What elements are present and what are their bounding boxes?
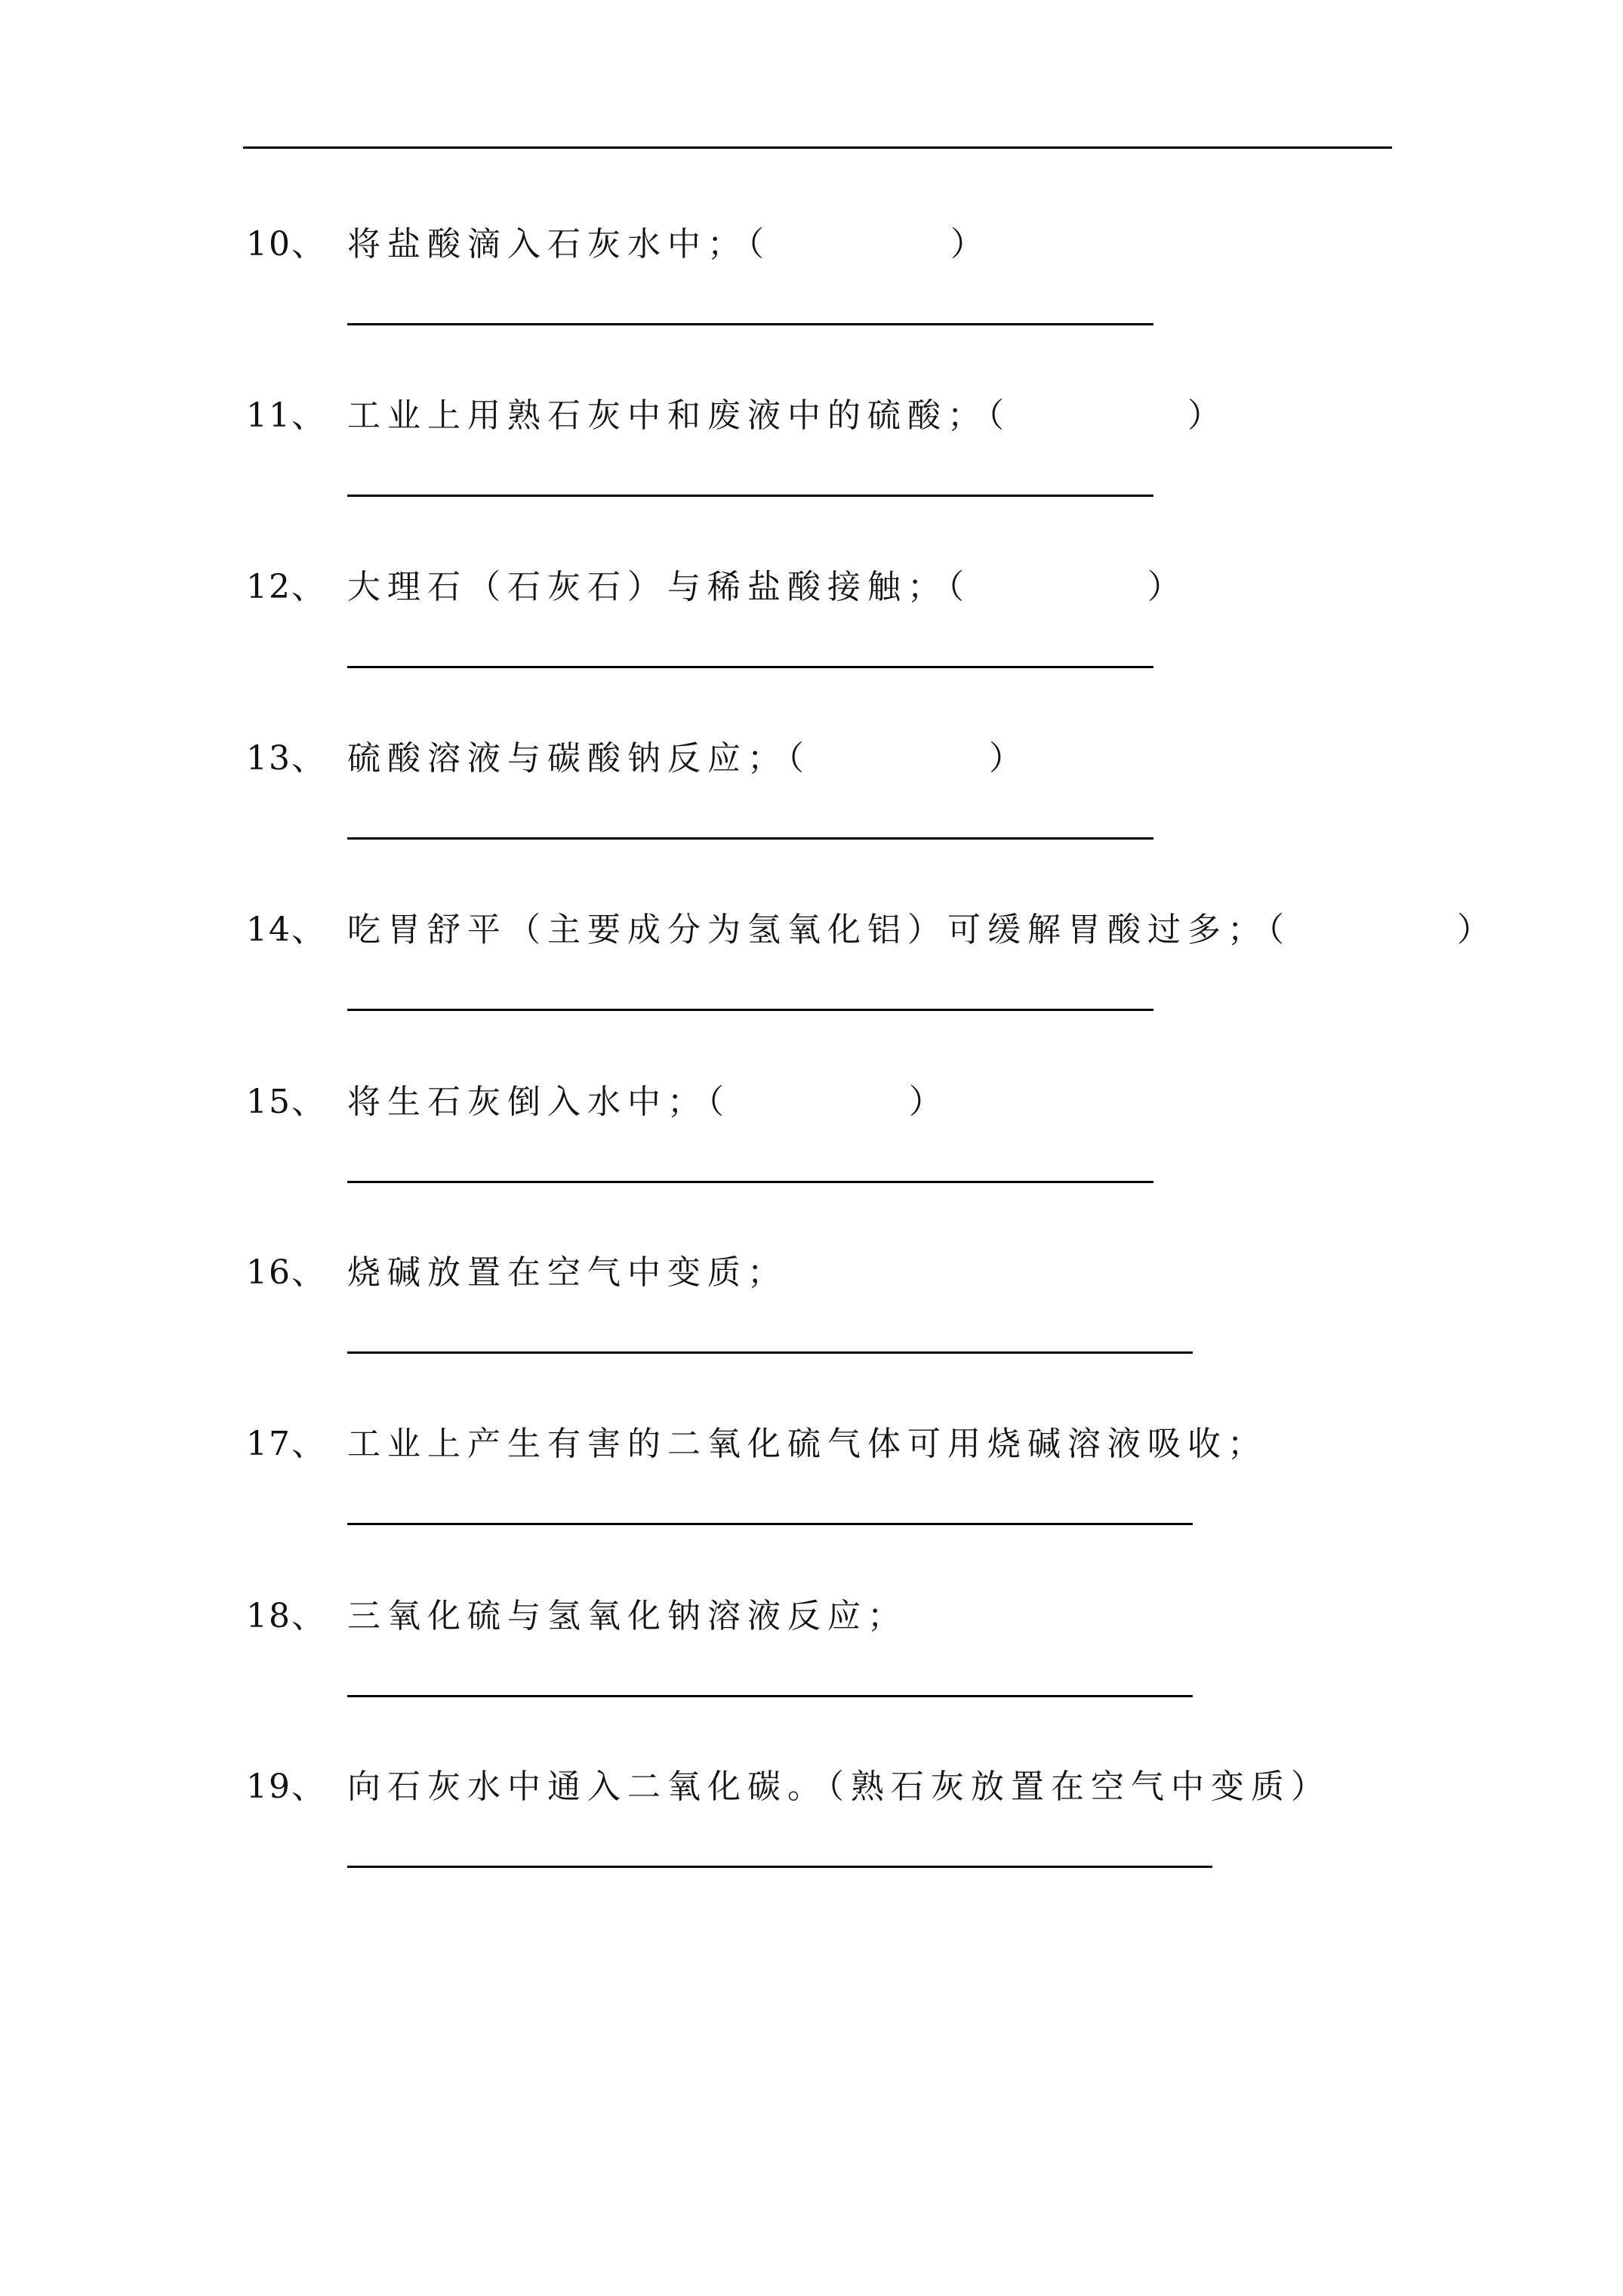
question-prompt: 将盐酸滴入石灰水中；（ xyxy=(347,225,771,264)
question-number: 13、 xyxy=(246,739,326,778)
question-text xyxy=(347,1766,1331,1808)
question-text xyxy=(347,223,990,266)
question-prompt: 将生石灰倒入水中；（ xyxy=(347,1083,731,1121)
closing-paren: ） xyxy=(909,1083,949,1121)
question-number: 17、 xyxy=(246,1425,326,1463)
question-11 xyxy=(246,395,1605,485)
question-number: 18、 xyxy=(246,1597,326,1635)
question-number: 11、 xyxy=(246,396,326,435)
question-13 xyxy=(246,738,1605,828)
answer-line[interactable] xyxy=(347,1523,1193,1525)
question-text xyxy=(347,1252,787,1294)
question-14 xyxy=(246,909,1605,1000)
answer-line[interactable] xyxy=(347,666,1153,668)
closing-paren: ） xyxy=(1457,911,1497,949)
question-number: 10、 xyxy=(246,225,326,264)
question-number: 16、 xyxy=(246,1253,326,1292)
question-prompt: 三氧化硫与氢氧化钠溶液反应； xyxy=(347,1597,907,1635)
question-text xyxy=(347,1081,949,1123)
question-18 xyxy=(246,1595,1605,1686)
closing-paren: ） xyxy=(1187,396,1227,435)
question-text xyxy=(347,909,1497,951)
question-10 xyxy=(246,223,1605,314)
answer-line[interactable] xyxy=(347,1181,1153,1183)
question-text xyxy=(347,1595,907,1638)
question-15 xyxy=(246,1081,1605,1172)
answer-line[interactable] xyxy=(347,323,1153,325)
question-17 xyxy=(246,1423,1605,1514)
question-text xyxy=(347,566,1187,609)
question-prompt: 烧碱放置在空气中变质； xyxy=(347,1253,787,1292)
question-number: 12、 xyxy=(246,568,326,606)
question-text xyxy=(347,1423,1267,1465)
answer-line[interactable] xyxy=(347,495,1153,497)
question-prompt: 工业上用熟石灰中和废液中的硫酸；（ xyxy=(347,396,1011,435)
question-number: 14、 xyxy=(246,911,326,949)
question-number: 15、 xyxy=(246,1083,326,1121)
answer-line[interactable] xyxy=(347,1009,1153,1011)
question-number: 19、 xyxy=(246,1767,326,1806)
closing-paren: ） xyxy=(1147,568,1187,606)
question-prompt: 吃胃舒平（主要成分为氢氧化铝）可缓解胃酸过多；（ xyxy=(347,911,1291,949)
question-text xyxy=(347,738,1029,780)
answer-line[interactable] xyxy=(347,1351,1193,1354)
answer-line[interactable] xyxy=(347,1695,1193,1697)
answer-line[interactable] xyxy=(347,1866,1212,1868)
closing-paren: ） xyxy=(989,739,1029,778)
question-prompt: 硫酸溶液与碳酸钠反应；（ xyxy=(347,739,811,778)
answer-line[interactable] xyxy=(347,837,1153,840)
header-rule xyxy=(243,146,1392,149)
question-prompt: 大理石（石灰石）与稀盐酸接触；（ xyxy=(347,568,971,606)
question-16 xyxy=(246,1252,1605,1342)
closing-paren: ） xyxy=(950,225,990,264)
question-19 xyxy=(246,1766,1605,1857)
question-prompt: 向石灰水中通入二氧化碳。（熟石灰放置在空气中变质） xyxy=(347,1767,1331,1806)
question-12 xyxy=(246,566,1605,657)
question-prompt: 工业上产生有害的二氧化硫气体可用烧碱溶液吸收； xyxy=(347,1425,1267,1463)
question-text xyxy=(347,395,1227,437)
